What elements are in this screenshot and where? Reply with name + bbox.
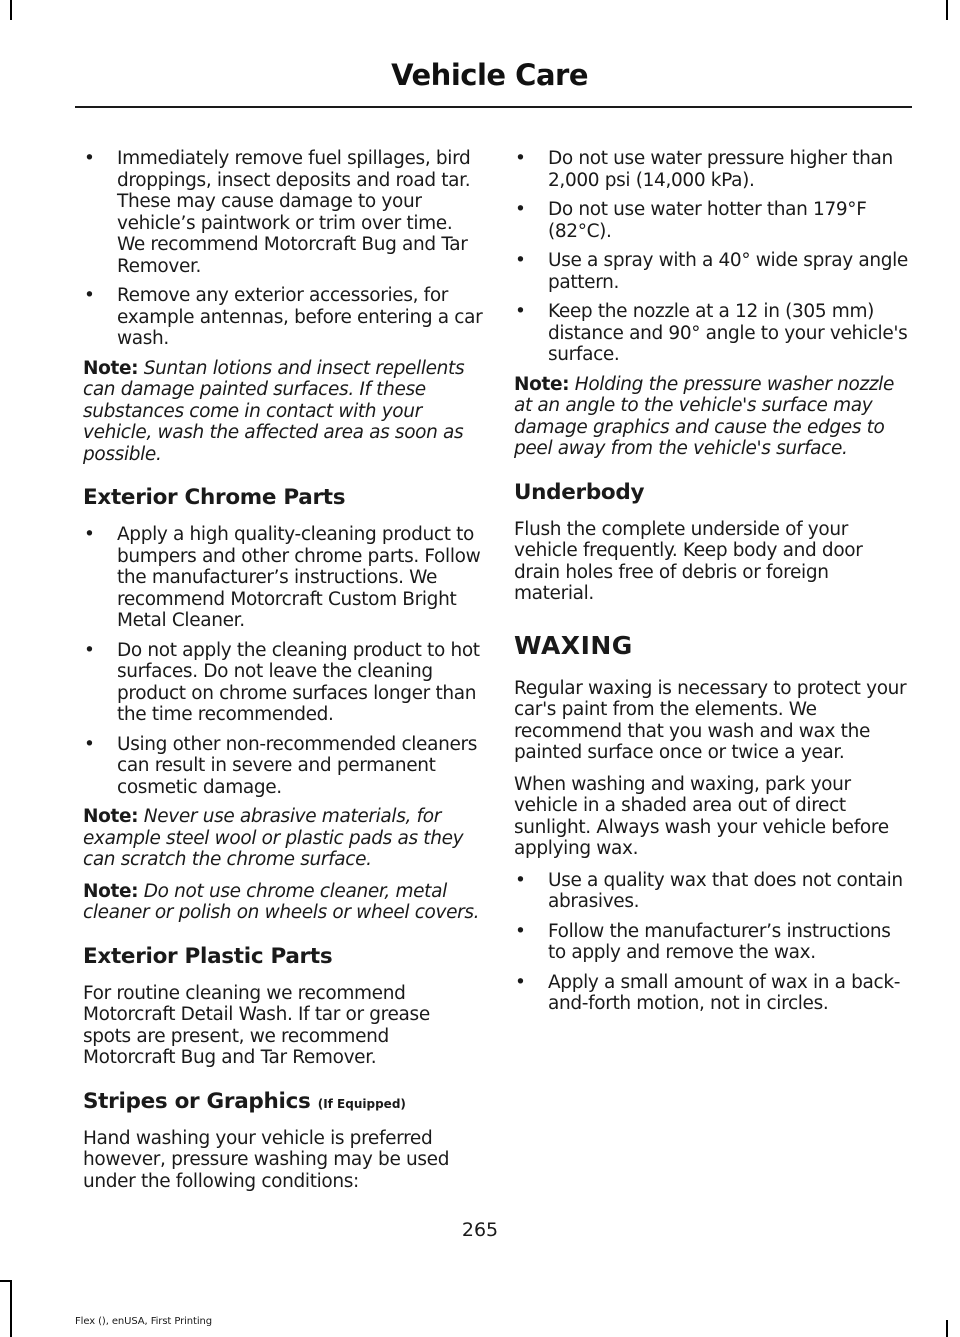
- page-number: 265: [461, 1219, 499, 1241]
- crop-mark: [10, 1280, 12, 1337]
- list-item: • Do not use water pressure higher than 2,000 psi (14,000 kPa).: [515, 148, 893, 191]
- list-item: • Use a quality wax that does not contain abrasives.: [515, 869, 903, 912]
- paragraph: Flush the complete underside of your vehicle frequently. Keep body and door drain holes free of debris or foreign material.: [514, 518, 863, 604]
- crop-mark: [946, 0, 948, 20]
- section-heading: Stripes or Graphics (If Equipped): [83, 1088, 406, 1114]
- list-item: • Immediately remove fuel spillages, bird droppings, insect deposits and road tar. These may cause damage to your vehicle’s paintwork or trim over time. We recommend Motorcraft Bug and Tar Remover.: [84, 148, 471, 277]
- paragraph: For routine cleaning we recommend Motorcraft Detail Wash. If tar or grease spots are present, we recommend Motorcraft Bug and Tar Remover.: [83, 982, 430, 1068]
- section-heading: Exterior Chrome Parts: [83, 485, 346, 510]
- list-item: • Remove any exterior accessories, for example antennas, before entering a car wash.: [84, 285, 483, 349]
- header-divider: [75, 106, 912, 108]
- paragraph: Hand washing your vehicle is preferred however, pressure washing may be used under the following conditions:: [83, 1127, 450, 1192]
- bullet-icon: •: [515, 250, 526, 271]
- left-column: [83, 148, 483, 1202]
- list-item: • Apply a small amount of wax in a back-and-forth motion, not in circles.: [515, 971, 901, 1014]
- list-item: • Using other non-recommended cleaners can result in severe and permanent cosmetic damage.: [84, 733, 478, 798]
- paragraph: When washing and waxing, park your vehicle in a shaded area out of direct sunlight. Always wash your vehicle before applying wax.: [514, 773, 889, 859]
- paragraph: Regular waxing is necessary to protect your car's paint from the elements. We recommend that you wash and wax the painted surface once or twice a year.: [514, 677, 907, 763]
- section-heading: Underbody: [514, 479, 645, 505]
- print-footer: Flex (), enUSA, First Printing: [75, 1316, 212, 1327]
- bullet-icon: •: [515, 869, 526, 891]
- bullet-icon: •: [84, 285, 95, 306]
- list-item: • Do not apply the cleaning product to hot surfaces. Do not leave the cleaning product on chrome surfaces longer than the time recommended.: [84, 639, 480, 725]
- list-item: • Use a spray with a 40° wide spray angle pattern.: [515, 250, 908, 293]
- list-item: • Follow the manufacturer’s instructions to apply and remove the wax.: [515, 920, 891, 963]
- bullet-icon: •: [515, 920, 526, 942]
- list-item: • Apply a high quality-cleaning product to bumpers and other chrome parts. Follow the manufacturer’s instructions. We recommend Motorcraft Custom Bright Metal Cleaner.: [84, 524, 481, 631]
- bullet-icon: •: [84, 148, 95, 169]
- list-item: • Keep the nozzle at a 12 in (305 mm) distance and 90° angle to your vehicle's surface.: [515, 301, 908, 365]
- bullet-icon: •: [515, 199, 526, 220]
- chapter-heading: WAXING: [514, 630, 633, 660]
- note: Note: Do not use chrome cleaner, metal cleaner or polish on wheels or wheel covers.: [83, 880, 480, 923]
- list-item: • Do not use water hotter than 179°F (82°C).: [515, 199, 867, 242]
- crop-mark: [946, 1320, 948, 1337]
- bullet-icon: •: [515, 301, 526, 322]
- crop-mark: [0, 1280, 12, 1282]
- bullet-icon: •: [84, 639, 95, 661]
- page-title: Vehicle Care: [391, 58, 588, 92]
- bullet-icon: •: [84, 524, 95, 545]
- note: Note: Never use abrasive materials, for example steel wool or plastic pads as they can scratch the chrome surface.: [83, 806, 464, 870]
- bullet-icon: •: [515, 971, 526, 993]
- right-column: [514, 148, 909, 1023]
- equipment-qualifier: (If Equipped): [317, 1096, 406, 1111]
- note: Note: Suntan lotions and insect repellents can damage painted surfaces. If these substances come in contact with your vehicle, wash the affected area as soon as possible.: [83, 357, 465, 465]
- bullet-icon: •: [515, 148, 526, 169]
- section-heading: Exterior Plastic Parts: [83, 943, 333, 969]
- bullet-icon: •: [84, 733, 95, 755]
- note: Note: Holding the pressure washer nozzle at an angle to the vehicle's surface may damage graphics and cause the edges to peel away from the vehicle's surface.: [514, 373, 894, 459]
- crop-mark: [10, 0, 12, 20]
